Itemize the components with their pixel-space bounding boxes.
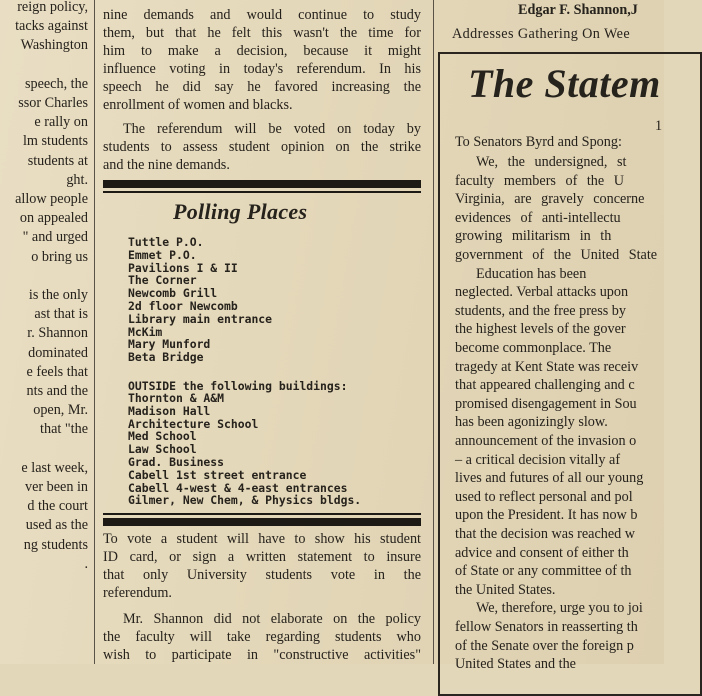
corner-digit: 1 [655, 118, 663, 134]
statement-line: lives and futures of all our young [455, 470, 644, 487]
salutation: To Senators Byrd and Spong: [455, 134, 622, 150]
list-item: Newcomb Grill [128, 286, 218, 301]
list-item: Mary Munford [128, 337, 211, 352]
statement-line: We, the undersigned, st [476, 154, 627, 170]
text-line: speech he did say he favored increasing the [103, 79, 421, 95]
text-line: enrollment of women and blacks. [103, 97, 293, 113]
left-column-line: ver been in [24, 479, 88, 495]
text-line: them, but that he felt this wasn't the time for [103, 25, 421, 41]
list-item: McKim [128, 324, 163, 339]
statement-line: announcement of the invasion o [455, 433, 637, 449]
left-column-line: " and urged [22, 229, 88, 246]
text-line: the faculty will take regarding students who [103, 629, 421, 645]
text-line: students to assess student opinion on the strike [103, 139, 421, 155]
outside-places-list [128, 392, 361, 507]
text-line: referendum. [103, 585, 172, 601]
list-item: Law School [128, 442, 197, 457]
left-column-line: e feels that [26, 363, 88, 380]
left-column-line: on appealed [19, 210, 88, 227]
left-column-line: r. Shannon [27, 325, 88, 342]
statement-line: students, and the free press by [455, 302, 626, 319]
statement-line: – a critical decision vitally af [455, 451, 621, 468]
statement-title: The Statem [468, 61, 661, 106]
left-column-line: students at [27, 152, 88, 169]
left-column-line: . [84, 555, 88, 572]
polling-places-title: Polling Places [173, 199, 308, 224]
top-paragraph [103, 6, 421, 114]
left-column-line: lm students [22, 133, 88, 150]
list-item: Thornton & A&M [128, 391, 225, 405]
left-column-line: reign policy, [17, 0, 88, 15]
text-line: that only University students vote in the [103, 567, 421, 583]
left-column [0, 0, 90, 664]
list-item: Cabell 4-west & 4-east entrances [128, 480, 348, 495]
text-line: The referendum will be voted on today by [123, 121, 421, 137]
list-item: Beta Bridge [128, 350, 204, 365]
list-item: Pavilions I & II [128, 260, 238, 275]
list-item: Cabell 1st street entrance [128, 467, 307, 482]
text-line: him to make a decision, because it might [103, 43, 421, 59]
text-line: nine demands and would continue to study [103, 7, 421, 23]
left-column-line: dominated [28, 344, 88, 361]
statement-line: the United States. [455, 581, 556, 598]
statement-line: evidences of anti-intellectu [455, 209, 621, 226]
statement-line: upon the President. It has now b [455, 507, 638, 524]
text-line: and the nine demands. [103, 157, 230, 173]
rule-bottom-thick [103, 518, 421, 526]
left-column-line: ssor Charles [18, 95, 88, 111]
column-rule-left [94, 0, 95, 664]
list-item: Library main entrance [128, 311, 273, 326]
left-column-line: e last week, [21, 459, 88, 476]
left-column-line: ast that is [34, 306, 88, 323]
left-column-line: ng students [23, 536, 88, 553]
left-column-line: tacks against [15, 18, 88, 35]
left-column-line: used as the [25, 517, 88, 534]
left-column-line: open, Mr. [33, 402, 88, 419]
text-line: wish to participate in "constructive activities" [103, 647, 421, 663]
left-column-line: d the court [27, 498, 88, 515]
statement-line: faculty members of the U [455, 172, 624, 189]
referendum-paragraph [103, 120, 421, 174]
list-item: Madison Hall [128, 403, 211, 418]
left-column-line: is the only [28, 287, 88, 303]
statement-line: become commonplace. The [455, 340, 612, 356]
left-column-line: ght. [66, 171, 88, 188]
list-item: Tuttle P.O. [128, 235, 204, 249]
polling-places-list [128, 236, 272, 364]
statement-line: of the Senate over the foreign p [455, 637, 634, 654]
statement-line: the highest levels of the gover [455, 321, 626, 338]
list-item: Med School [128, 429, 197, 444]
statement-line: tragedy at Kent State was receiv [455, 358, 639, 375]
list-item: 2d floor Newcomb [128, 298, 238, 313]
shannon-paragraph [103, 610, 421, 664]
statement-line: used to reflect personal and pol [455, 488, 633, 505]
statement-line: neglected. Verbal attacks upon [455, 284, 629, 301]
statement-line: United States and the [455, 656, 576, 673]
list-item: Emmet P.O. [128, 247, 197, 262]
rule-top-thin [103, 191, 421, 193]
statement-line: of State or any committee of th [455, 563, 632, 580]
headline-line-2: Addresses Gathering On Wee [452, 26, 631, 42]
list-item: Architecture School [128, 416, 259, 431]
left-column-line: speech, the [24, 75, 88, 92]
outside-heading: OUTSIDE the following buildings: [128, 379, 348, 393]
text-line: influence voting in today's referendum. In his [103, 61, 421, 77]
statement-line: growing militarism in th [455, 228, 612, 245]
headline-line-1: Edgar F. Shannon,J [518, 2, 638, 18]
statement-line: We, therefore, urge you to joi [476, 600, 643, 617]
statement-line: Education has been [476, 265, 587, 282]
text-line: ID card, or sign a written statement to insure [103, 549, 421, 565]
statement-line: government of the United State [455, 247, 658, 263]
text-line: To vote a student will have to show his student [103, 531, 421, 547]
vote-paragraph [103, 530, 421, 602]
list-item: The Corner [128, 273, 197, 288]
list-item: Gilmer, New Chem, & Physics bldgs. [128, 493, 362, 508]
left-column-line: that "the [40, 421, 88, 438]
statement-line: Virginia, are gravely concerne [455, 191, 645, 208]
left-column-line: o bring us [31, 248, 88, 265]
list-item: Grad. Business [128, 454, 225, 469]
column-rule-right [433, 0, 434, 664]
statement-line: has been agonizingly slow. [455, 414, 608, 431]
statement-line: fellow Senators in reasserting th [455, 619, 638, 635]
rule-top-thick [103, 180, 421, 188]
left-column-line: allow people [15, 191, 88, 207]
left-column-line: Washington [20, 37, 88, 54]
statement-line: promised disengagement in Sou [455, 395, 637, 412]
rule-bottom-thin [103, 513, 421, 515]
statement-line: that the decision was reached w [455, 526, 636, 542]
left-column-line: nts and the [26, 383, 88, 399]
left-column-line: e rally on [34, 114, 88, 131]
text-line: Mr. Shannon did not elaborate on the policy [123, 611, 421, 627]
statement-line: that appeared challenging and c [455, 377, 635, 394]
statement-line: advice and consent of either th [455, 544, 629, 561]
